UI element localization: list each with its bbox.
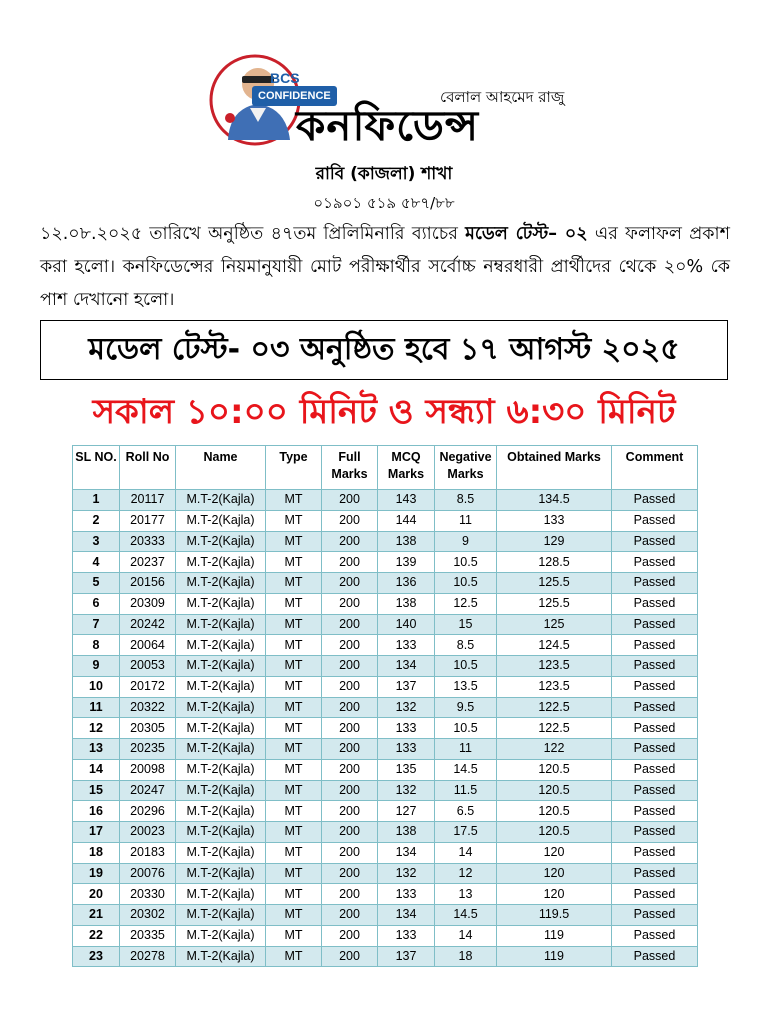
table-cell: 20302 <box>120 905 176 926</box>
table-cell: M.T-2(Kajla) <box>176 801 266 822</box>
table-cell: 136 <box>378 573 435 594</box>
table-cell: 20053 <box>120 656 176 677</box>
table-cell: 135 <box>378 759 435 780</box>
table-cell: MT <box>266 759 322 780</box>
table-cell: 16 <box>73 801 120 822</box>
table-cell: 15 <box>73 780 120 801</box>
table-cell: 200 <box>322 510 378 531</box>
table-cell: 133 <box>378 718 435 739</box>
phone-number: ০১৯০১ ৫১৯ ৫৮৭/৮৮ <box>313 194 455 212</box>
table-cell: 20335 <box>120 925 176 946</box>
column-header: MCQ Marks <box>378 446 435 490</box>
table-cell: 138 <box>378 822 435 843</box>
table-cell: 137 <box>378 946 435 967</box>
table-cell: 8.5 <box>435 490 497 511</box>
table-row <box>73 780 698 801</box>
table-cell: MT <box>266 676 322 697</box>
column-header: Negative Marks <box>435 446 497 490</box>
notice-part1: ১২.০৮.২০২৫ তারিখে অনুষ্ঠিত ৪৭তম প্রিলিমিনারি ব্যাচের <box>40 224 466 244</box>
table-row <box>73 573 698 594</box>
table-cell: 8.5 <box>435 635 497 656</box>
table-cell: 12 <box>435 863 497 884</box>
table-cell: 125 <box>497 614 612 635</box>
table-cell: 21 <box>73 905 120 926</box>
table-cell: M.T-2(Kajla) <box>176 822 266 843</box>
table-cell: 200 <box>322 697 378 718</box>
table-cell: 13 <box>435 884 497 905</box>
table-cell: 20183 <box>120 842 176 863</box>
table-cell: 20098 <box>120 759 176 780</box>
column-header: Full Marks <box>322 446 378 490</box>
table-cell: 11 <box>73 697 120 718</box>
table-cell: M.T-2(Kajla) <box>176 780 266 801</box>
table-cell: 10.5 <box>435 656 497 677</box>
table-cell: 19 <box>73 863 120 884</box>
table-cell: M.T-2(Kajla) <box>176 739 266 760</box>
table-row <box>73 510 698 531</box>
table-cell: 20064 <box>120 635 176 656</box>
table-cell: 9 <box>73 656 120 677</box>
notice-part2: এর ফলাফল প্রকাশ করা হলো। কনফিডেন্সের নিয়মানুযায়ী মোট পরীক্ষার্থীর সর্বোচ্চ নম্বরধারী প্রার্থীদের থেকে ২০% কে পাশ দেখানো হলো। <box>40 224 730 310</box>
table-cell: 6.5 <box>435 801 497 822</box>
table-cell: 200 <box>322 863 378 884</box>
column-header: Name <box>176 446 266 490</box>
table-cell: 11.5 <box>435 780 497 801</box>
table-cell: 20156 <box>120 573 176 594</box>
table-row <box>73 884 698 905</box>
table-cell: Passed <box>612 635 698 656</box>
notice-bold: মডেল টেস্ট– ০২ <box>465 224 588 244</box>
table-row <box>73 925 698 946</box>
table-row <box>73 656 698 677</box>
table-cell: Passed <box>612 822 698 843</box>
table-cell: 12 <box>73 718 120 739</box>
table-cell: 120 <box>497 863 612 884</box>
brand-badge: CONFIDENCE <box>252 86 337 106</box>
table-cell: 120.5 <box>497 801 612 822</box>
table-cell: 134 <box>378 656 435 677</box>
table-cell: 20076 <box>120 863 176 884</box>
table-cell: 20330 <box>120 884 176 905</box>
table-cell: M.T-2(Kajla) <box>176 573 266 594</box>
table-cell: MT <box>266 635 322 656</box>
table-row <box>73 490 698 511</box>
table-cell: 120.5 <box>497 780 612 801</box>
table-cell: M.T-2(Kajla) <box>176 531 266 552</box>
table-cell: 23 <box>73 946 120 967</box>
table-cell: Passed <box>612 490 698 511</box>
table-cell: MT <box>266 552 322 573</box>
table-cell: Passed <box>612 780 698 801</box>
table-cell: 200 <box>322 780 378 801</box>
brand-top-text: BCS <box>270 70 300 86</box>
table-cell: 20172 <box>120 676 176 697</box>
table-cell: 119 <box>497 946 612 967</box>
table-cell: 200 <box>322 905 378 926</box>
exam-timing: সকাল ১০:০০ মিনিট ও সন্ধ্যা ৬:৩০ মিনিট <box>92 392 676 432</box>
table-cell: 15 <box>435 614 497 635</box>
table-row <box>73 552 698 573</box>
table-row <box>73 905 698 926</box>
table-cell: MT <box>266 884 322 905</box>
result-notice <box>40 218 730 317</box>
table-cell: 200 <box>322 573 378 594</box>
table-cell: M.T-2(Kajla) <box>176 593 266 614</box>
table-cell: 138 <box>378 593 435 614</box>
table-cell: MT <box>266 531 322 552</box>
table-cell: 133 <box>378 925 435 946</box>
table-cell: Passed <box>612 905 698 926</box>
table-cell: 123.5 <box>497 656 612 677</box>
table-cell: 20235 <box>120 739 176 760</box>
table-cell: 200 <box>322 946 378 967</box>
table-cell: 12.5 <box>435 593 497 614</box>
table-cell: MT <box>266 614 322 635</box>
table-row <box>73 635 698 656</box>
table-cell: M.T-2(Kajla) <box>176 842 266 863</box>
table-cell: 133 <box>378 884 435 905</box>
table-row <box>73 593 698 614</box>
table-cell: Passed <box>612 759 698 780</box>
table-cell: 200 <box>322 822 378 843</box>
table-cell: 14 <box>73 759 120 780</box>
table-cell: MT <box>266 656 322 677</box>
table-row <box>73 863 698 884</box>
table-cell: Passed <box>612 656 698 677</box>
table-cell: 127 <box>378 801 435 822</box>
table-cell: M.T-2(Kajla) <box>176 656 266 677</box>
table-row <box>73 718 698 739</box>
table-cell: MT <box>266 905 322 926</box>
table-cell: MT <box>266 946 322 967</box>
table-cell: 6 <box>73 593 120 614</box>
table-cell: 119 <box>497 925 612 946</box>
table-cell: 132 <box>378 780 435 801</box>
table-cell: MT <box>266 925 322 946</box>
table-cell: 8 <box>73 635 120 656</box>
table-cell: MT <box>266 739 322 760</box>
table-cell: 17 <box>73 822 120 843</box>
table-cell: 132 <box>378 697 435 718</box>
table-cell: 11 <box>435 739 497 760</box>
table-cell: 120 <box>497 884 612 905</box>
table-cell: M.T-2(Kajla) <box>176 510 266 531</box>
table-cell: 200 <box>322 552 378 573</box>
table-cell: M.T-2(Kajla) <box>176 676 266 697</box>
table-cell: 133 <box>497 510 612 531</box>
table-cell: 120.5 <box>497 822 612 843</box>
table-cell: 200 <box>322 676 378 697</box>
table-cell: 10.5 <box>435 573 497 594</box>
table-cell: MT <box>266 593 322 614</box>
table-cell: MT <box>266 697 322 718</box>
brand-name: কনফিডেন্স <box>296 101 479 150</box>
table-cell: 200 <box>322 656 378 677</box>
table-cell: M.T-2(Kajla) <box>176 635 266 656</box>
table-cell: 20305 <box>120 718 176 739</box>
table-cell: 133 <box>378 635 435 656</box>
table-cell: 200 <box>322 801 378 822</box>
table-cell: 3 <box>73 531 120 552</box>
table-cell: 4 <box>73 552 120 573</box>
table-cell: M.T-2(Kajla) <box>176 552 266 573</box>
table-cell: M.T-2(Kajla) <box>176 946 266 967</box>
table-row <box>73 801 698 822</box>
table-cell: Passed <box>612 573 698 594</box>
table-cell: 18 <box>73 842 120 863</box>
table-cell: 2 <box>73 510 120 531</box>
table-cell: 144 <box>378 510 435 531</box>
table-cell: 20242 <box>120 614 176 635</box>
table-cell: Passed <box>612 676 698 697</box>
table-cell: 20322 <box>120 697 176 718</box>
table-cell: 200 <box>322 490 378 511</box>
table-cell: 13 <box>73 739 120 760</box>
table-row <box>73 842 698 863</box>
table-cell: Passed <box>612 718 698 739</box>
column-header: Obtained Marks <box>497 446 612 490</box>
author-name: বেলাল আহমেদ রাজু <box>440 88 565 106</box>
table-cell: 125.5 <box>497 593 612 614</box>
table-cell: 200 <box>322 739 378 760</box>
table-cell: MT <box>266 863 322 884</box>
table-cell: M.T-2(Kajla) <box>176 925 266 946</box>
table-cell: 134 <box>378 842 435 863</box>
table-cell: 134.5 <box>497 490 612 511</box>
table-cell: 120.5 <box>497 759 612 780</box>
table-cell: 14.5 <box>435 759 497 780</box>
table-cell: 139 <box>378 552 435 573</box>
table-cell: MT <box>266 718 322 739</box>
table-cell: 133 <box>378 739 435 760</box>
table-cell: 9 <box>435 531 497 552</box>
table-cell: 10.5 <box>435 552 497 573</box>
table-cell: M.T-2(Kajla) <box>176 884 266 905</box>
table-cell: 122 <box>497 739 612 760</box>
table-cell: M.T-2(Kajla) <box>176 718 266 739</box>
table-cell: 22 <box>73 925 120 946</box>
table-cell: 134 <box>378 905 435 926</box>
table-cell: 17.5 <box>435 822 497 843</box>
table-cell: MT <box>266 510 322 531</box>
table-cell: 200 <box>322 593 378 614</box>
table-cell: 138 <box>378 531 435 552</box>
table-cell: 20296 <box>120 801 176 822</box>
table-cell: 10 <box>73 676 120 697</box>
table-body <box>73 490 698 967</box>
table-cell: M.T-2(Kajla) <box>176 863 266 884</box>
table-row <box>73 697 698 718</box>
table-cell: 140 <box>378 614 435 635</box>
column-header: SL NO. <box>73 446 120 490</box>
table-cell: Passed <box>612 739 698 760</box>
table-cell: 119.5 <box>497 905 612 926</box>
table-cell: 20309 <box>120 593 176 614</box>
table-row <box>73 946 698 967</box>
table-cell: 200 <box>322 614 378 635</box>
table-cell: Passed <box>612 510 698 531</box>
table-cell: 132 <box>378 863 435 884</box>
table-cell: M.T-2(Kajla) <box>176 614 266 635</box>
table-cell: Passed <box>612 863 698 884</box>
table-cell: M.T-2(Kajla) <box>176 490 266 511</box>
table-cell: Passed <box>612 884 698 905</box>
table-cell: 120 <box>497 842 612 863</box>
table-cell: 20237 <box>120 552 176 573</box>
table-cell: MT <box>266 822 322 843</box>
table-cell: 20023 <box>120 822 176 843</box>
table-cell: 13.5 <box>435 676 497 697</box>
table-cell: Passed <box>612 697 698 718</box>
table-cell: 200 <box>322 531 378 552</box>
table-cell: M.T-2(Kajla) <box>176 697 266 718</box>
column-header: Comment <box>612 446 698 490</box>
table-cell: M.T-2(Kajla) <box>176 905 266 926</box>
table-cell: 124.5 <box>497 635 612 656</box>
table-row <box>73 759 698 780</box>
table-cell: 122.5 <box>497 697 612 718</box>
table-cell: Passed <box>612 842 698 863</box>
table-row <box>73 531 698 552</box>
table-cell: 9.5 <box>435 697 497 718</box>
table-cell: Passed <box>612 801 698 822</box>
table-cell: 14 <box>435 925 497 946</box>
table-cell: 123.5 <box>497 676 612 697</box>
column-header: Type <box>266 446 322 490</box>
table-cell: 7 <box>73 614 120 635</box>
table-cell: MT <box>266 842 322 863</box>
table-cell: 20117 <box>120 490 176 511</box>
table-cell: 200 <box>322 842 378 863</box>
table-cell: 5 <box>73 573 120 594</box>
table-row <box>73 676 698 697</box>
table-cell: Passed <box>612 531 698 552</box>
table-cell: 11 <box>435 510 497 531</box>
table-row <box>73 822 698 843</box>
table-cell: 14 <box>435 842 497 863</box>
table-cell: Passed <box>612 593 698 614</box>
table-cell: 10.5 <box>435 718 497 739</box>
table-cell: 20333 <box>120 531 176 552</box>
results-table <box>72 445 698 967</box>
table-cell: Passed <box>612 552 698 573</box>
table-cell: MT <box>266 573 322 594</box>
table-cell: MT <box>266 801 322 822</box>
table-cell: 200 <box>322 718 378 739</box>
table-cell: 1 <box>73 490 120 511</box>
table-cell: Passed <box>612 946 698 967</box>
table-cell: 129 <box>497 531 612 552</box>
table-cell: MT <box>266 490 322 511</box>
table-cell: 200 <box>322 759 378 780</box>
table-row <box>73 739 698 760</box>
table-cell: 20278 <box>120 946 176 967</box>
table-row <box>73 614 698 635</box>
table-cell: Passed <box>612 614 698 635</box>
table-cell: 200 <box>322 925 378 946</box>
table-cell: 128.5 <box>497 552 612 573</box>
branch-name: রাবি (কাজলা) শাখা <box>315 164 453 184</box>
table-cell: 20247 <box>120 780 176 801</box>
table-cell: M.T-2(Kajla) <box>176 759 266 780</box>
table-cell: Passed <box>612 925 698 946</box>
table-cell: 18 <box>435 946 497 967</box>
table-cell: 143 <box>378 490 435 511</box>
table-cell: 200 <box>322 635 378 656</box>
table-cell: 14.5 <box>435 905 497 926</box>
table-cell: MT <box>266 780 322 801</box>
table-cell: 200 <box>322 884 378 905</box>
table-cell: 125.5 <box>497 573 612 594</box>
next-test-announcement: মডেল টেস্ট- ০৩ অনুষ্ঠিত হবে ১৭ আগস্ট ২০২৫ <box>40 320 728 380</box>
table-header-row <box>73 446 698 490</box>
table-cell: 137 <box>378 676 435 697</box>
table-cell: 20177 <box>120 510 176 531</box>
table-cell: 122.5 <box>497 718 612 739</box>
column-header: Roll No <box>120 446 176 490</box>
table-cell: 20 <box>73 884 120 905</box>
